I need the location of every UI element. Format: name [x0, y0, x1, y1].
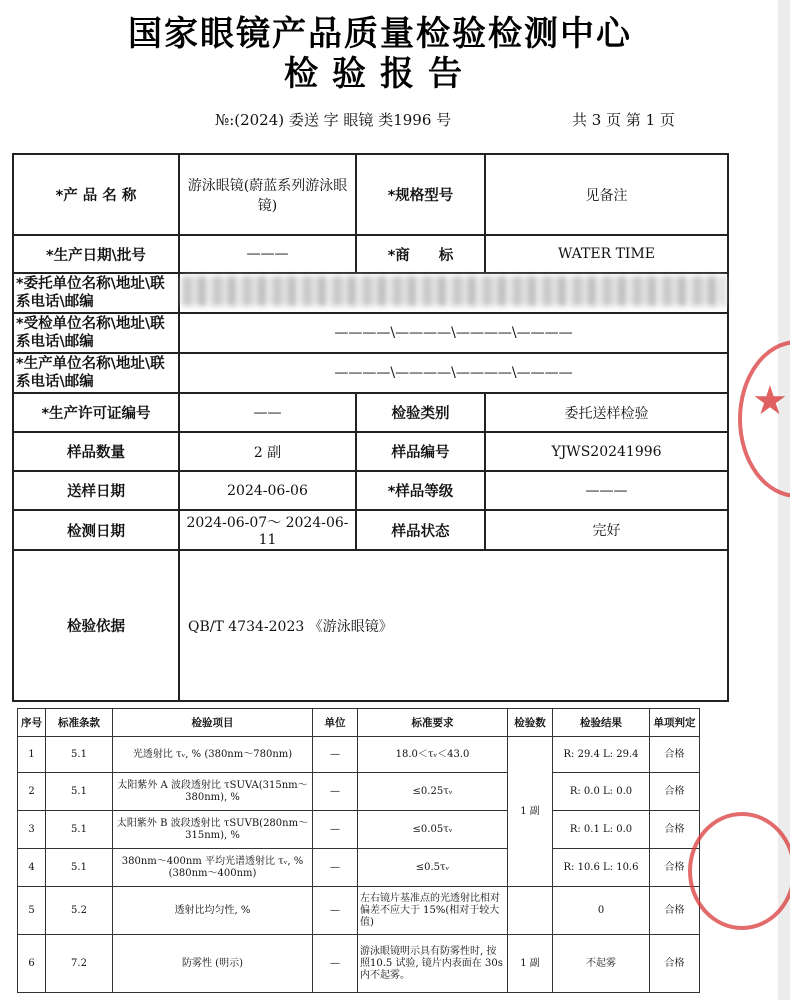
row-clause: 5.2	[46, 887, 113, 935]
license-label: *生产许可证编号	[13, 393, 179, 432]
row-unit: —	[313, 773, 358, 811]
header-result: 检验结果	[553, 709, 650, 737]
report-title-org: 国家眼镜产品质量检验检测中心	[128, 14, 632, 54]
row-unit: —	[313, 887, 358, 935]
row-clause: 5.1	[46, 773, 113, 811]
row-result: 0	[553, 887, 650, 935]
row-unit: —	[313, 935, 358, 993]
header-no: 序号	[18, 709, 46, 737]
row-clause: 5.1	[46, 737, 113, 773]
basis-value: QB/T 4734-2023 《游泳眼镜》	[179, 550, 728, 701]
row-requirement: ≤0.05τᵥ	[358, 811, 508, 849]
sample-quantity-value: 2 副	[179, 432, 356, 471]
row-no: 3	[18, 811, 46, 849]
row-result: 不起雾	[553, 935, 650, 993]
row-no: 6	[18, 935, 46, 993]
sample-number-label: 样品编号	[356, 432, 485, 471]
table-row	[18, 849, 700, 887]
row-count	[508, 887, 553, 935]
sample-state-value: 完好	[485, 510, 728, 550]
row-item: 防雾性 (明示)	[113, 935, 313, 993]
row-verdict: 合格	[650, 811, 700, 849]
basis-label: 检验依据	[13, 550, 179, 701]
row-verdict: 合格	[650, 737, 700, 773]
page-info: 共 3 页 第 1 页	[572, 111, 675, 129]
test-results-table	[17, 708, 700, 993]
row-clause: 5.1	[46, 849, 113, 887]
product-name-label: *产 品 名 称	[13, 154, 179, 235]
table-row	[18, 773, 700, 811]
table-row	[18, 887, 700, 935]
row-item: 太阳紫外 A 波段透射比 τSUVA(315nm～380nm), %	[113, 773, 313, 811]
row-clause: 5.1	[46, 811, 113, 849]
delivery-date-label: 送样日期	[13, 471, 179, 510]
row-clause: 7.2	[46, 935, 113, 993]
row-verdict: 合格	[650, 935, 700, 993]
row-no: 2	[18, 773, 46, 811]
row-item: 光透射比 τᵥ, % (380nm～780nm)	[113, 737, 313, 773]
test-date-label: 检测日期	[13, 510, 179, 550]
model-label: *规格型号	[356, 154, 485, 235]
header-item: 检验项目	[113, 709, 313, 737]
report-number: №:(2024) 委送 字 眼镜 类1996 号	[215, 111, 452, 129]
table-row	[18, 811, 700, 849]
sample-grade-label: *样品等级	[356, 471, 485, 510]
row-verdict: 合格	[650, 887, 700, 935]
trademark-value: WATER TIME	[485, 235, 728, 273]
trademark-label: *商 标	[356, 235, 485, 273]
producer-value: ————\————\————\————	[179, 353, 728, 393]
sample-state-label: 样品状态	[356, 510, 485, 550]
header-unit: 单位	[313, 709, 358, 737]
row-requirement: ≤0.25τᵥ	[358, 773, 508, 811]
redaction-blur	[182, 276, 725, 306]
row-count: 1 副	[508, 935, 553, 993]
production-date-label: *生产日期\批号	[13, 235, 179, 273]
test-date-value: 2024-06-07～ 2024-06-11	[179, 510, 356, 550]
sample-quantity-label: 样品数量	[13, 432, 179, 471]
row-no: 4	[18, 849, 46, 887]
row-item: 透射比均匀性, %	[113, 887, 313, 935]
sample-grade-value: ———	[485, 471, 728, 510]
production-date-value: ———	[179, 235, 356, 273]
row-unit: —	[313, 737, 358, 773]
row-result: R: 0.0 L: 0.0	[553, 773, 650, 811]
inspected-unit-value: ————\————\————\————	[179, 313, 728, 353]
row-unit: —	[313, 811, 358, 849]
inspection-type-value: 委托送样检验	[485, 393, 728, 432]
seal-star-icon: ★	[752, 378, 788, 424]
table-row	[18, 935, 700, 993]
inspection-type-label: 检验类别	[356, 393, 485, 432]
row-no: 1	[18, 737, 46, 773]
row-count: 1 副	[508, 737, 553, 887]
row-requirement: 18.0＜τᵥ＜43.0	[358, 737, 508, 773]
row-result: R: 10.6 L: 10.6	[553, 849, 650, 887]
table-row	[18, 737, 700, 773]
row-item: 380nm～400nm 平均光谱透射比 τᵥ, % (380nm～400nm)	[113, 849, 313, 887]
row-no: 5	[18, 887, 46, 935]
report-title: 检验报告	[284, 54, 476, 94]
header-requirement: 标准要求	[358, 709, 508, 737]
delivery-date-value: 2024-06-06	[179, 471, 356, 510]
row-unit: —	[313, 849, 358, 887]
model-value: 见备注	[485, 154, 728, 235]
product-name-value: 游泳眼镜(蔚蓝系列游泳眼镜)	[179, 154, 356, 235]
row-requirement: 左右镜片基准点的光透射比相对偏差不应大于 15%(相对于较大值)	[358, 887, 508, 935]
sample-number-value: YJWS20241996	[485, 432, 728, 471]
row-requirement: 游泳眼镜明示具有防雾性时, 按照10.5 试验, 镜片内表面在 30s 内不起雾。	[358, 935, 508, 993]
row-verdict: 合格	[650, 773, 700, 811]
client-label: *委托单位名称\地址\联系电话\邮编	[13, 273, 179, 313]
row-item: 太阳紫外 B 波段透射比 τSUVB(280nm～315nm), %	[113, 811, 313, 849]
header-count: 检验数	[508, 709, 553, 737]
license-value: ——	[179, 393, 356, 432]
header-clause: 标准条款	[46, 709, 113, 737]
inspection-seal-stamp	[688, 812, 790, 930]
row-result: R: 0.1 L: 0.0	[553, 811, 650, 849]
inspected-unit-label: *受检单位名称\地址\联系电话\邮编	[13, 313, 179, 353]
header-verdict: 单项判定	[650, 709, 700, 737]
row-verdict: 合格	[650, 849, 700, 887]
row-result: R: 29.4 L: 29.4	[553, 737, 650, 773]
producer-label: *生产单位名称\地址\联系电话\邮编	[13, 353, 179, 393]
client-value-redacted	[179, 273, 728, 313]
row-requirement: ≤0.5τᵥ	[358, 849, 508, 887]
info-table	[12, 153, 729, 702]
